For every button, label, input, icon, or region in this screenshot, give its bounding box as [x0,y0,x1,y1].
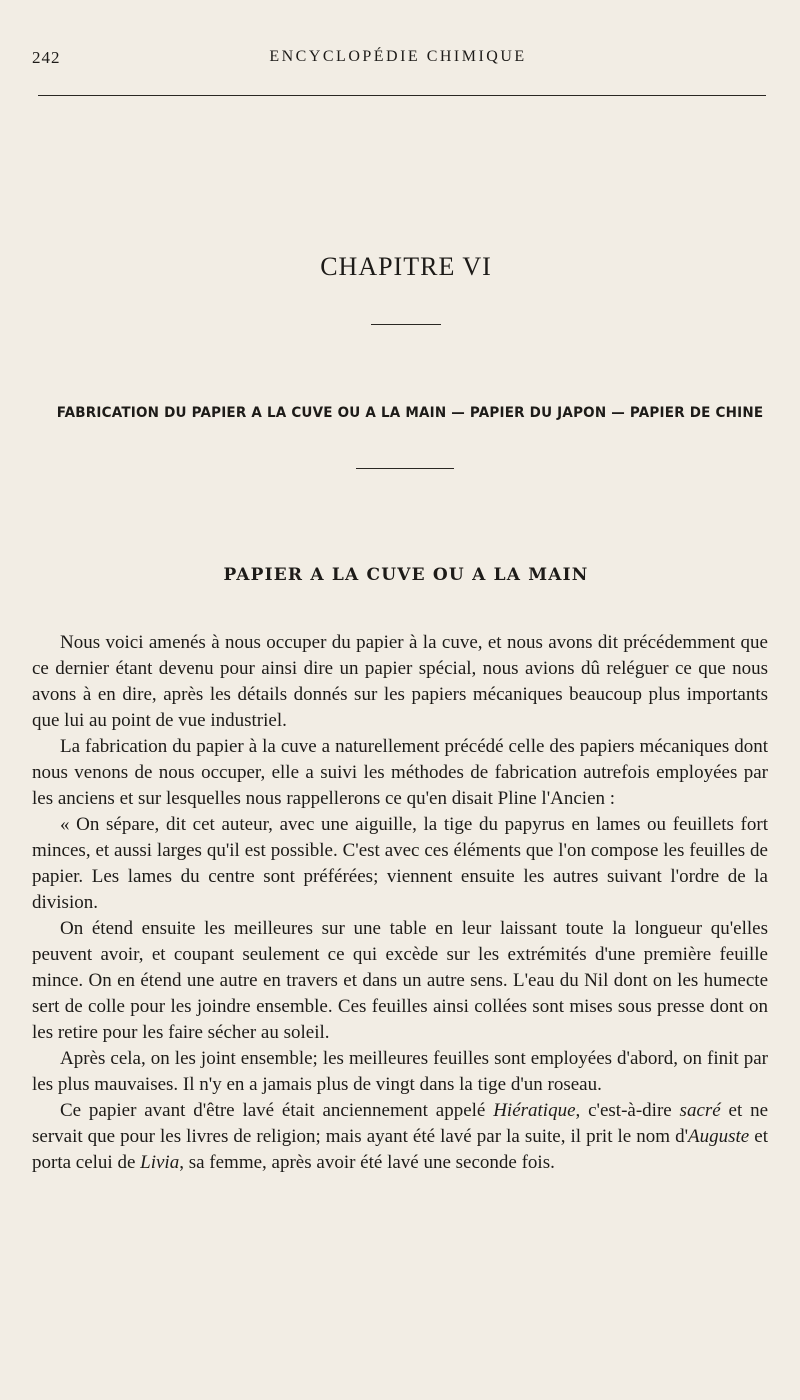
paragraph: La fabrication du papier à la cuve a naturellement précédé celle des papiers mécaniques dont nous venons de nous occuper, elle a suivi les méthodes de fabrication autrefois employées par les anciens et sur lesquelles nous rappellerons ce qu'en disait Pline l'Ancien : [32,736,768,809]
body-text [32,630,768,1176]
italic-term: Hiératique [493,1100,576,1121]
italic-term: Auguste [688,1126,750,1147]
text-run: et porta celui de [32,1126,768,1173]
text-run: , sa femme, après avoir été lavé une seconde fois. [179,1152,555,1173]
section-title: PAPIER A LA CUVE OU A LA MAIN [223,565,589,585]
subtitle-divider [356,468,454,469]
chapter-divider [371,324,441,325]
header-rule [38,95,766,96]
chapter-subtitle: FABRICATION DU PAPIER A LA CUVE OU A LA MAIN — PAPIER DU JAPON — PAPIER DE CHINE [56,405,764,421]
paragraph: Nous voici amenés à nous occuper du papier à la cuve, et nous avons dit précédemment que ce dernier étant devenu pour ainsi dire un papier spécial, nous avions dû reléguer ce que nous avons à en dire, après les détails donnés sur les papiers mécaniques beaucoup plus importants que lui au point de vue industriel. [32,632,768,731]
text-run: , c'est-à-dire [575,1100,680,1121]
paragraph-last [32,1098,768,1176]
text-run: et ne servait que pour les livres de religion; mais ayant été lavé par la suite, il prit le nom d' [32,1100,769,1147]
page-header [32,48,764,72]
page-number: 242 [32,48,61,67]
italic-term: sacré [679,1100,721,1121]
chapter-title: CHAPITRE VI [320,252,492,281]
text-run: Ce papier avant d'être lavé était anciennement appelé [60,1100,494,1121]
paragraph: On étend ensuite les meilleures sur une table en leur laissant toute la longueur qu'elles peuvent avoir, et coupant seulement ce qui excède sur les extrémités d'une première feuille mince. On en étend une autre en travers et dans un autre sens. L'eau du Nil dont on les humecte sert de colle pour les joindre ensemble. Ces feuilles ainsi collées sont mises sous presse dont on les retire pour les faire sécher au soleil. [32,918,768,1043]
running-title: ENCYCLOPÉDIE CHIMIQUE [269,48,527,65]
paragraph: « On sépare, dit cet auteur, avec une aiguille, la tige du papyrus en lames ou feuillets fort minces, et aussi larges qu'il est possible. C'est avec ces éléments que l'on compose les feuilles de papier. Les lames du centre sont préférées; viennent ensuite les autres suivant l'ordre de la division. [32,814,768,913]
paragraph: Après cela, on les joint ensemble; les meilleures feuilles sont employées d'abord, on finit par les plus mauvaises. Il n'y en a jamais plus de vingt dans la tige d'un roseau. [32,1048,768,1095]
italic-term: Livia [140,1152,180,1173]
